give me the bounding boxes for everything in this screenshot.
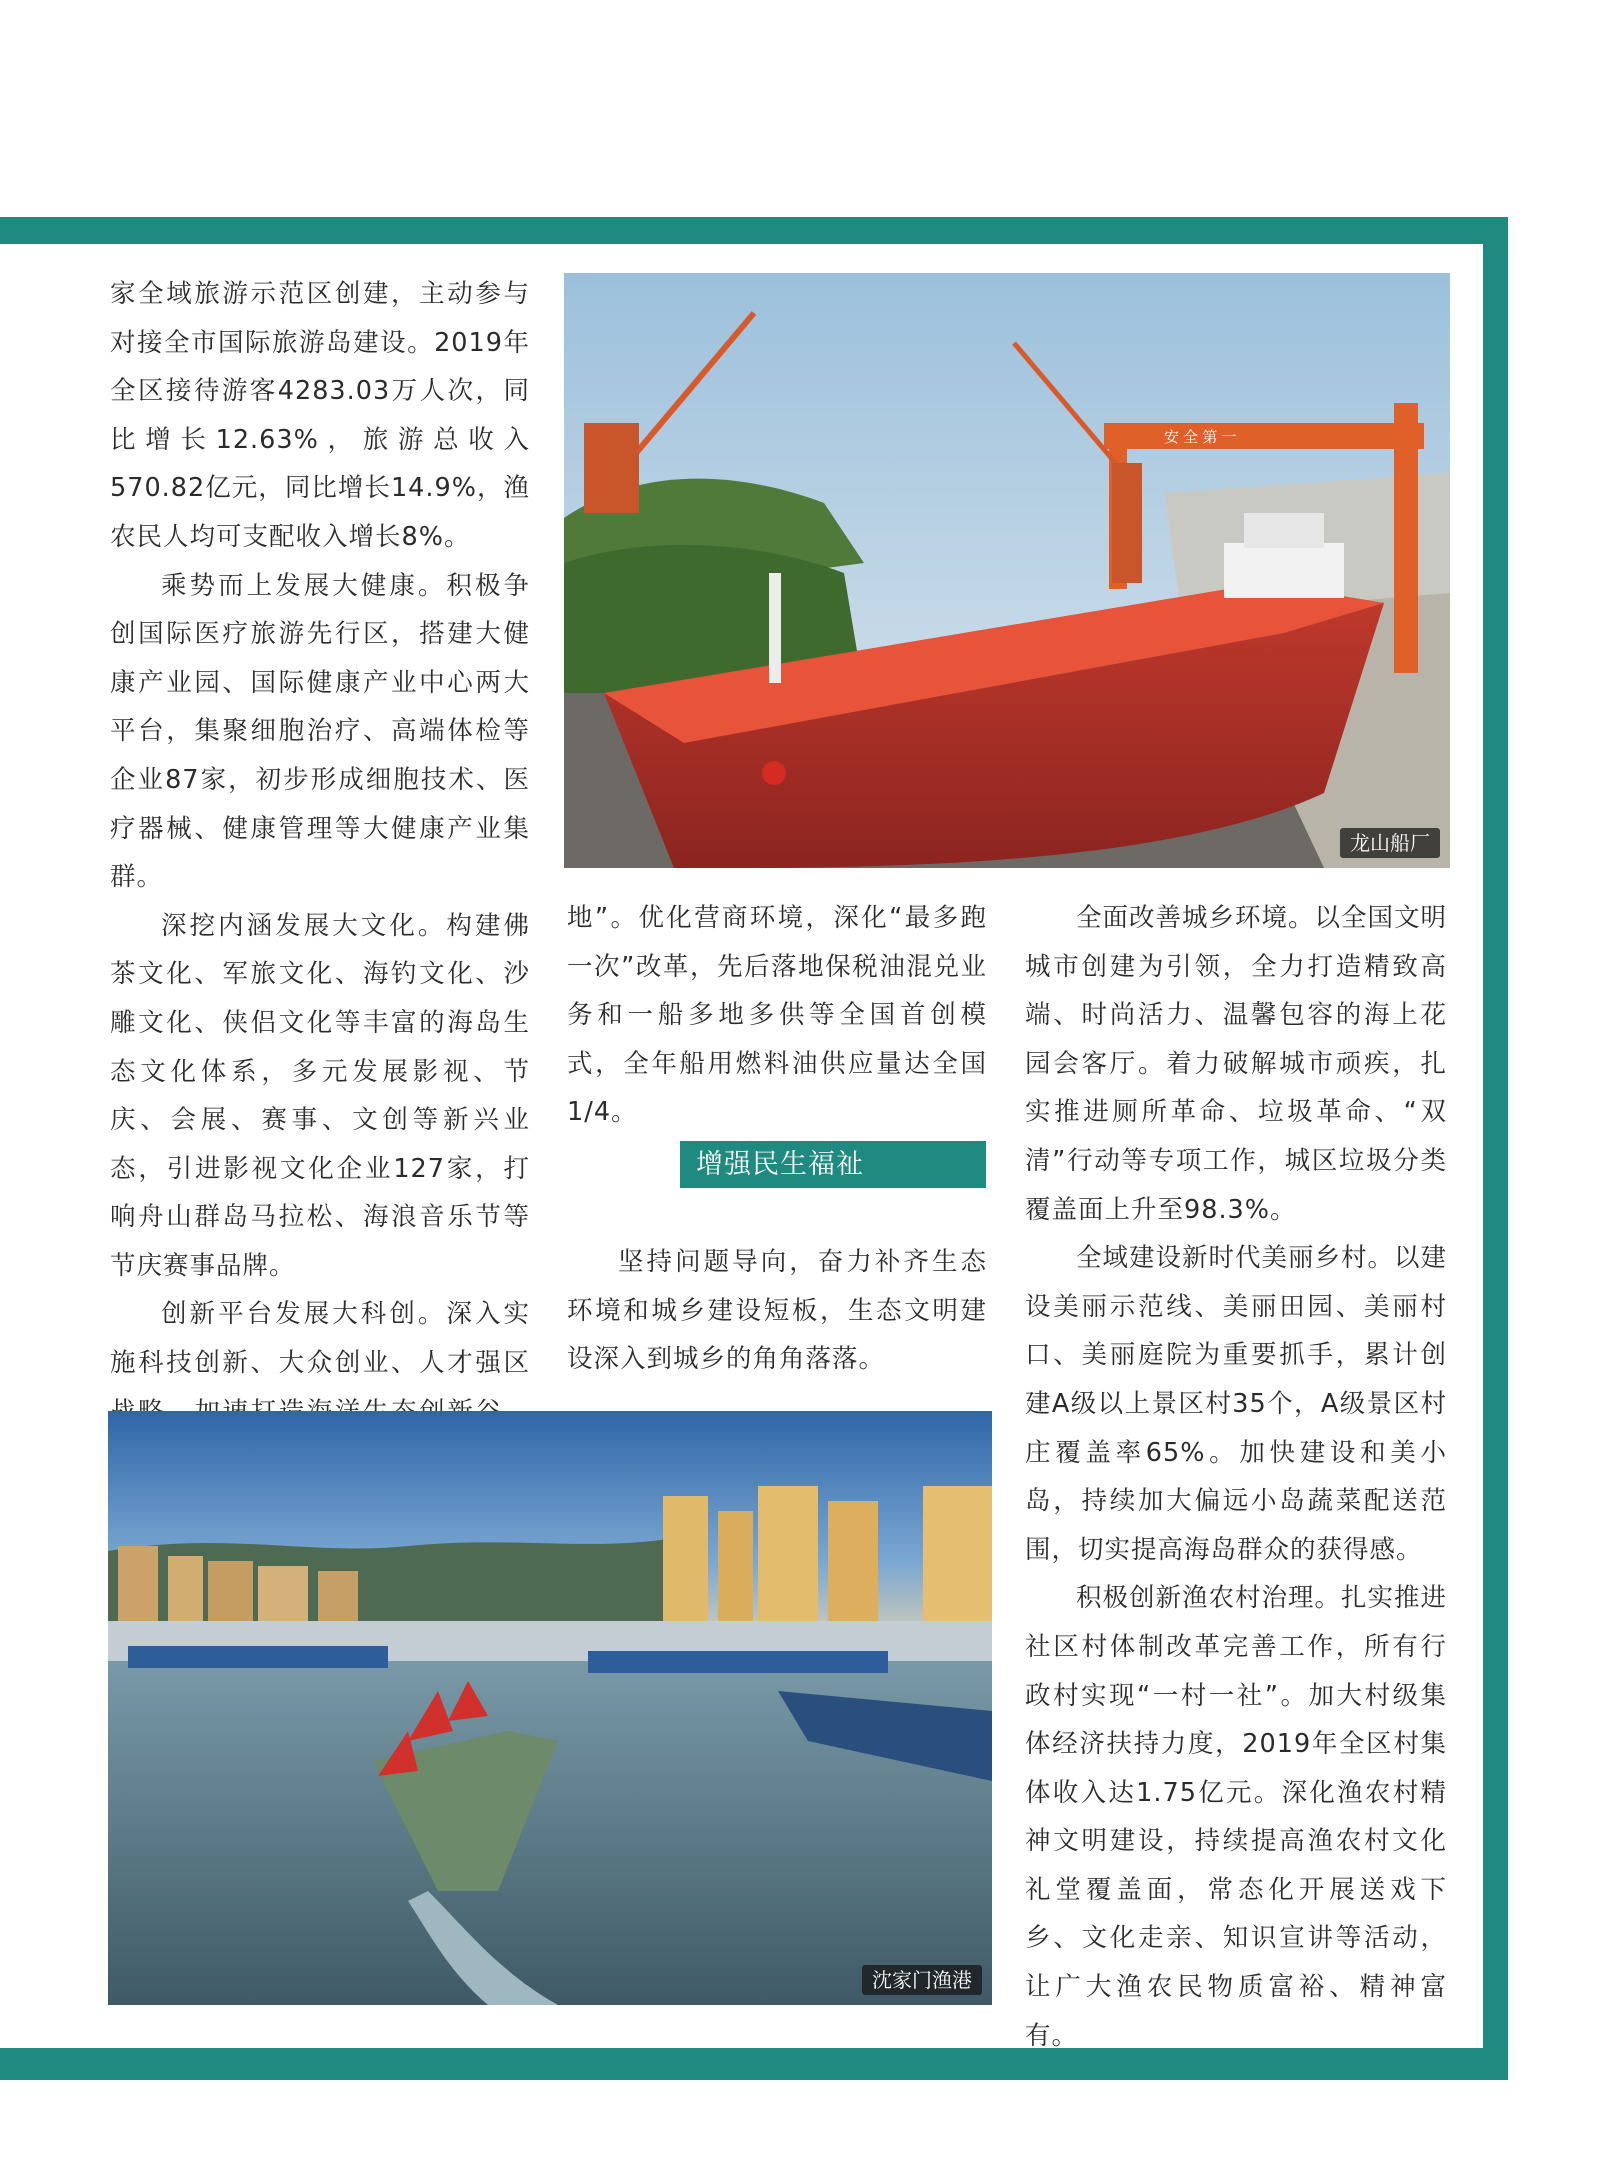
shipyard-photo	[564, 273, 1450, 868]
text-column-2	[567, 894, 987, 1137]
text-column-2-lower	[567, 1238, 987, 1384]
paragraph: 乘势而上发展大健康。积极争创国际医疗旅游先行区，搭建大健康产业园、国际健康产业中心两大平台，集聚细胞治疗、高端体检等企业87家，初步形成细胞技术、医疗器械、健康管理等大健康产业集群。	[110, 570, 530, 893]
frame-top-bar	[0, 217, 1508, 244]
paragraph: 家全域旅游示范区创建，主动参与对接全市国际旅游岛建设。2019年全区接待游客4283.03万人次，同比增长12.63%，旅游总收入570.82亿元，同比增长14.9%，渔农民人均可支配收入增长8%。	[110, 279, 530, 552]
crane-sign-text: 安 全 第 一	[1164, 429, 1237, 446]
paragraph: 坚持问题导向，奋力补齐生态环境和城乡建设短板，生态文明建设深入到城乡的角角落落。	[567, 1247, 987, 1375]
text-column-1	[110, 270, 530, 1533]
harbor-photo	[108, 1411, 992, 2005]
frame-right-bar	[1483, 217, 1508, 2080]
paragraph: 全域建设新时代美丽乡村。以建设美丽示范线、美丽田园、美丽村口、美丽庭院为重要抓手，累计创建A级以上景区村35个，A级景区村庄覆盖率65%。加快建设和美小岛，持续加大偏远小岛蔬菜配送范围，切实提高海岛群众的获得感。	[1025, 1243, 1448, 1565]
text-column-3	[1025, 894, 1447, 2060]
shipyard-caption: 龙山船厂	[1340, 828, 1440, 858]
section-heading: 增强民生福祉	[680, 1141, 986, 1188]
paragraph: 全面改善城乡环境。以全国文明城市创建为引领，全力打造精致高端、时尚活力、温馨包容的海上花园会客厅。着力破解城市顽疾，扎实推进厕所革命、垃圾革命、“双清”行动等专项工作，城区垃圾分类覆盖面上升至98.3%。	[1025, 903, 1448, 1225]
paragraph: 地”。优化营商环境，深化“最多跑一次”改革，先后落地保税油混兑业务和一船多地多供等全国首创模式，全年船用燃料油供应量达全国1/4。	[567, 903, 987, 1128]
paragraph: 创新平台发展大科创。深入实施科技创新、大众创业、人才强区	[110, 1299, 530, 1379]
harbor-caption: 沈家门渔港	[862, 1965, 982, 1995]
paragraph: 深挖内涵发展大文化。构建佛茶文化、军旅文化、海钓文化、沙雕文化、侠侣文化等丰富的海岛生态文化体系，多元发展影视、节庆、会展、赛事、文创等新兴业态，引进影视文化企业127家，打响舟山群岛马拉松、海浪音乐节等节庆赛事品牌。	[110, 910, 530, 1281]
paragraph: 积极创新渔农村治理。扎实推进社区村体制改革完善工作，所有行政村实现“一村一社”。加大村级集体经济扶持力度，2019年全区村集体收入达1.75亿元。深化渔农村精神文明建设，持续提高渔农村文化礼堂覆盖面，常态化开展送戏下乡、文化走亲、知识宣讲等活动，让广大渔农民物质富裕、精神富有。	[1025, 1583, 1448, 2051]
